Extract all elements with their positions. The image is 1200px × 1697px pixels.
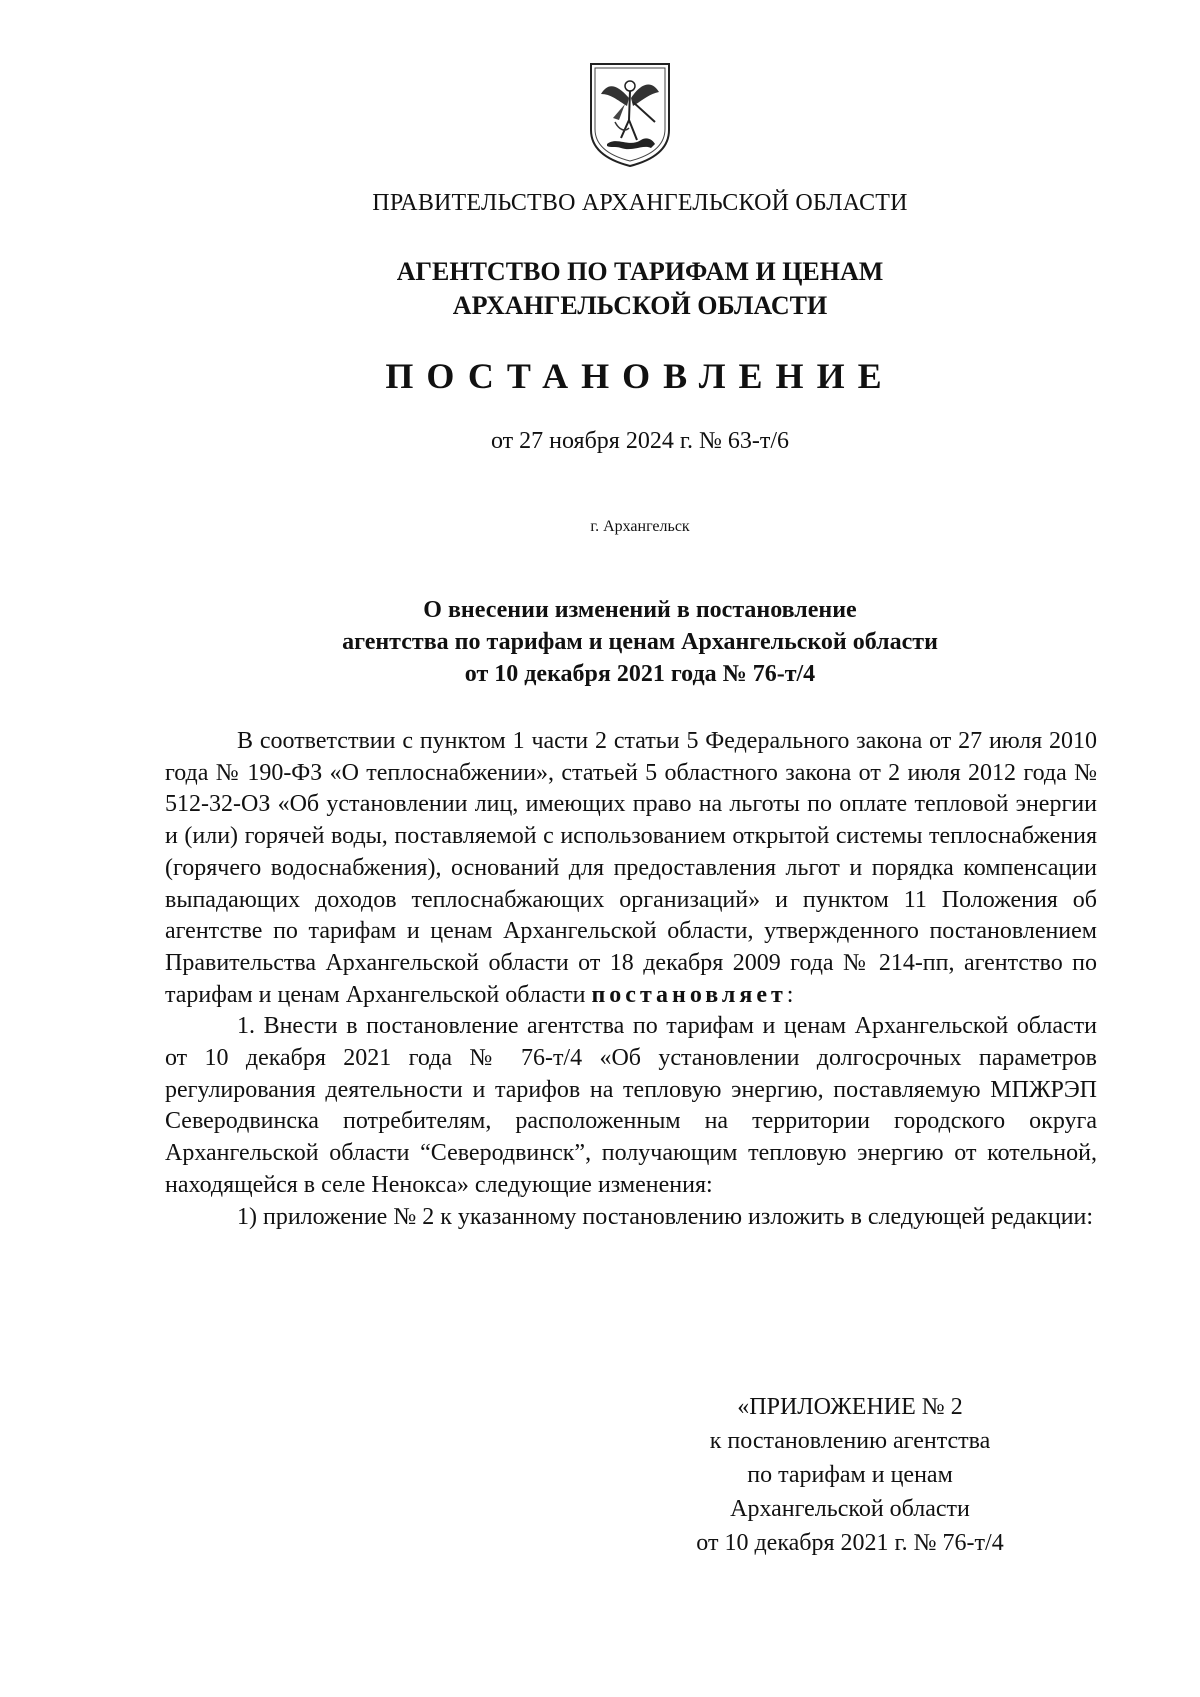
preamble-text: В соответствии с пунктом 1 части 2 статьи 5 Федерального закона от 27 июля 2010 года № 190-ФЗ «О теплоснабжении», статьей 5 областного закона от 2 июля 2012 года № 512-32-ОЗ «Об установлении лиц, имеющих право на льготы по оплате тепловой энергии и (или) горячей воды, поставляемой с использованием открытой системы теплоснабжения (горячего водоснабжения), оснований для предоставления льгот и порядка компенсации выпадающих доходов теплоснабжающих организаций» и пунктом 11 Положения об агентстве по тарифам и ценам Архангельской области, утвержденного постановлением Правительства Архангельской области от 18 декабря 2009 года № 214-пп, агентство по тарифам и ценам Архангельской области [165,728,1097,1008]
agency-name [0,255,1200,323]
subject-line: агентства по тарифам и ценам Архангельской области [342,629,938,655]
government-name: ПРАВИТЕЛЬСТВО АРХАНГЕЛЬСКОЙ ОБЛАСТИ [372,190,908,216]
document-subject [0,594,1200,690]
coat-of-arms-icon [585,60,675,170]
appendix-heading [660,1390,1040,1560]
appendix-line: Архангельской области [730,1496,970,1522]
agency-name-line: АГЕНТСТВО ПО ТАРИФАМ И ЦЕНАМ [396,257,884,286]
document-type: ПОСТАНОВЛЕНИЕ [385,356,895,396]
resolution-keyword: постановляет [591,981,787,1008]
appendix-line: «ПРИЛОЖЕНИЕ № 2 [737,1394,963,1420]
document-date-number: от 27 ноября 2024 г. № 63-т/6 [490,428,790,454]
subject-line: О внесении изменений в постановление [423,597,857,623]
appendix-line: от 10 декабря 2021 г. № 76-т/4 [696,1530,1004,1556]
appendix-line: к постановлению агентства [709,1428,991,1454]
body-paragraph: 1) приложение № 2 к указанному постановлению изложить в следующей редакции: [237,1203,1094,1230]
document-city: г. Архангельск [590,518,690,535]
body-paragraph: 1. Внести в постановление агентства по тарифам и ценам Архангельской области от 10 декабря 2021 года № 76-т/4 «Об установлении долгосрочных параметров регулирования деятельности и тарифов на тепловую энергию, поставляемую МПЖРЭП Северодвинска потребителям, расположенным на территории городского округа Архангельской области “Северодвинск”, получающим тепловую энергию от котельной, находящейся в селе Ненокса» следующие изменения: [165,1013,1097,1198]
body-paragraph [165,726,1097,1011]
subject-line: от 10 декабря 2021 года № 76-т/4 [464,661,816,687]
appendix-line: по тарифам и ценам [747,1462,953,1488]
preamble-end: : [786,981,794,1008]
agency-name-line: АРХАНГЕЛЬСКОЙ ОБЛАСТИ [452,291,828,320]
document-body [165,726,1097,1233]
